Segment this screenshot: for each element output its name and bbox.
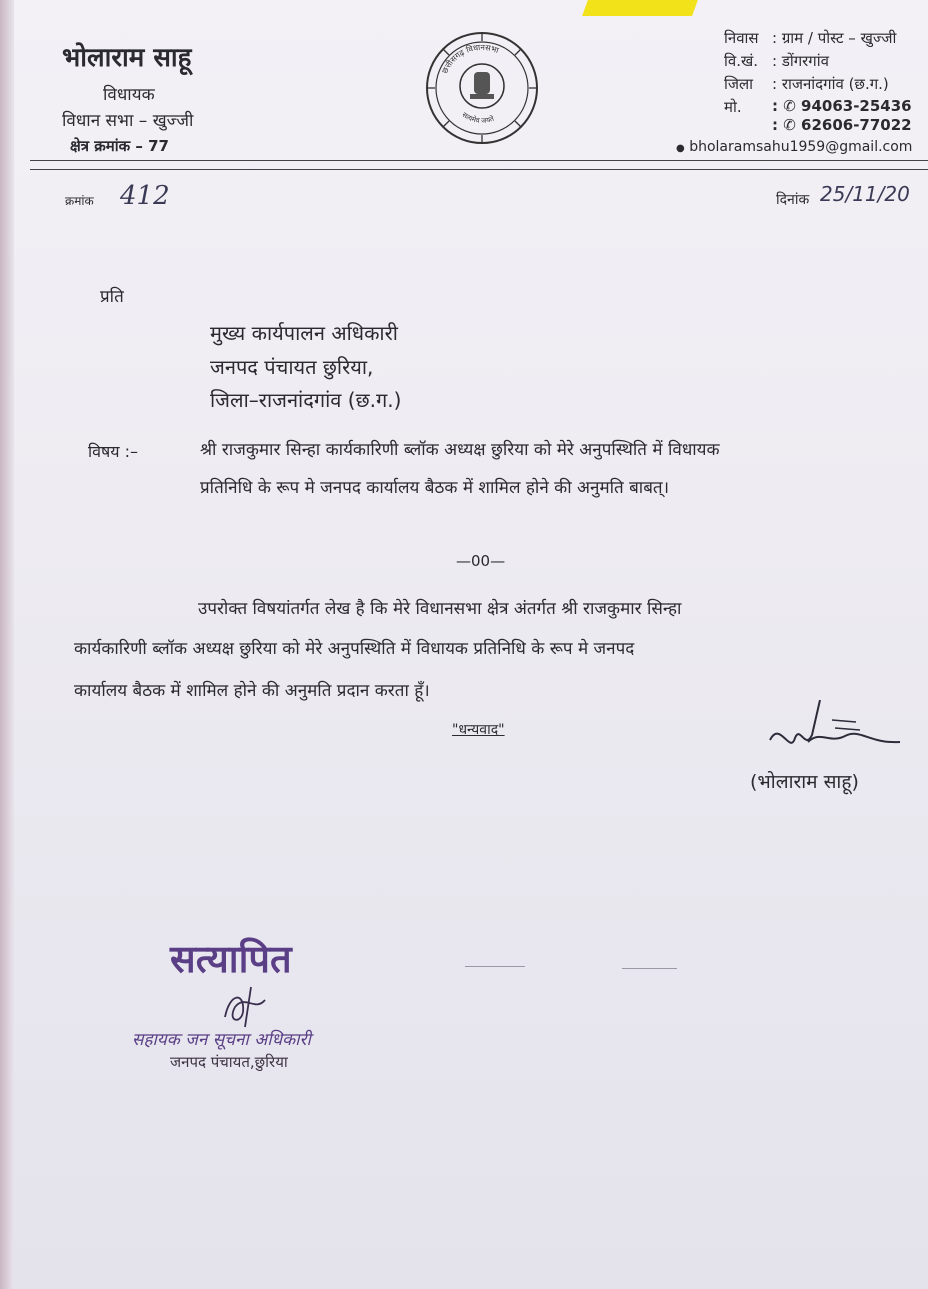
date-value: 25/11/20 <box>820 182 910 206</box>
phone-number-1: : ✆ 94063-25436 <box>772 97 912 115</box>
subject-label: विषय :– <box>88 442 139 461</box>
date-label: दिनांक <box>776 192 810 208</box>
letterhead-designation: विधायक <box>103 85 155 105</box>
subject-line-2: प्रतिनिधि के रूप मे जनपद कार्यालय बैठक में शामिल होने की अनुमति बाबत्। <box>200 478 670 498</box>
address-label-residence: निवास <box>724 29 759 47</box>
svg-text:सत्यमेव जयते <box>461 111 496 125</box>
thanks-text: "धन्यवाद" <box>452 722 505 738</box>
tape-strip <box>582 0 698 16</box>
email-icon: ● <box>676 143 685 154</box>
body-line-1: उपरोक्त विषयांतर्गत लेख है कि मेरे विधानसभा क्षेत्र अंतर्गत श्री राजकुमार सिन्हा <box>198 599 682 619</box>
address-value-residence: : ग्राम / पोस्ट – खुज्जी <box>772 29 897 47</box>
address-label-block: वि.खं. <box>724 52 759 70</box>
email-address <box>676 139 912 155</box>
faint-mark <box>465 966 525 967</box>
ref-number-value: 412 <box>120 181 170 211</box>
letterhead-name: भोलाराम साहू <box>62 43 192 73</box>
body-line-2: कार्यकारिणी ब्लॉक अध्यक्ष छुरिया को मेरे अनुपस्थिति में विधायक प्रतिनिधि के रूप मे जनपद <box>74 639 635 659</box>
ref-number-label: क्रमांक <box>65 194 94 208</box>
body-line-3: कार्यालय बैठक में शामिल होने की अनुमति प्रदान करता हूँ। <box>74 681 430 701</box>
seal-text-top: छत्तीसगढ़ विधानसभा <box>440 42 500 75</box>
faint-mark <box>622 968 677 969</box>
recipient-prefix: प्रति <box>100 287 124 307</box>
recipient-line-1: मुख्य कार्यपालन अधिकारी <box>210 321 398 345</box>
signatory-name: (भोलाराम साहू) <box>750 771 859 793</box>
stamp-designation: सहायक जन सूचना अधिकारी <box>132 1030 311 1050</box>
recipient-line-3: जिला–राजनांदगांव (छ.ग.) <box>210 388 402 412</box>
recipient-line-2: जनपद पंचायत छुरिया, <box>210 355 374 379</box>
address-value-district: : राजनांदगांव (छ.ग.) <box>772 75 889 93</box>
address-label-district: जिला <box>724 75 754 93</box>
stamp-office: जनपद पंचायत,छुरिया <box>170 1053 288 1071</box>
header-rule-top <box>30 160 928 161</box>
address-label-mobile: मो. <box>724 98 742 116</box>
address-value-block: : डोंगरगांव <box>772 52 829 70</box>
letterhead-constituency: विधान सभा – खुज्जी <box>62 111 194 131</box>
paper-edge <box>0 0 14 1289</box>
svg-text:छत्तीसगढ़ विधानसभा <box>440 43 500 75</box>
assembly-seal-icon <box>422 28 542 152</box>
handwritten-signature <box>760 700 910 774</box>
phone-number-2: : ✆ 62606-77022 <box>772 116 912 134</box>
verified-stamp-word: सत्यापित <box>170 936 292 981</box>
separator: —00— <box>456 552 506 570</box>
header-rule-bottom <box>30 169 928 170</box>
email-text: bholaramsahu1959@gmail.com <box>689 139 913 155</box>
seal-text-bottom: सत्यमेव जयते <box>460 110 496 125</box>
subject-line-1: श्री राजकुमार सिन्हा कार्यकारिणी ब्लॉक अध्यक्ष छुरिया को मेरे अनुपस्थिति में विधायक <box>200 440 720 460</box>
letterhead-area-number: क्षेत्र क्रमांक – 77 <box>70 137 169 155</box>
